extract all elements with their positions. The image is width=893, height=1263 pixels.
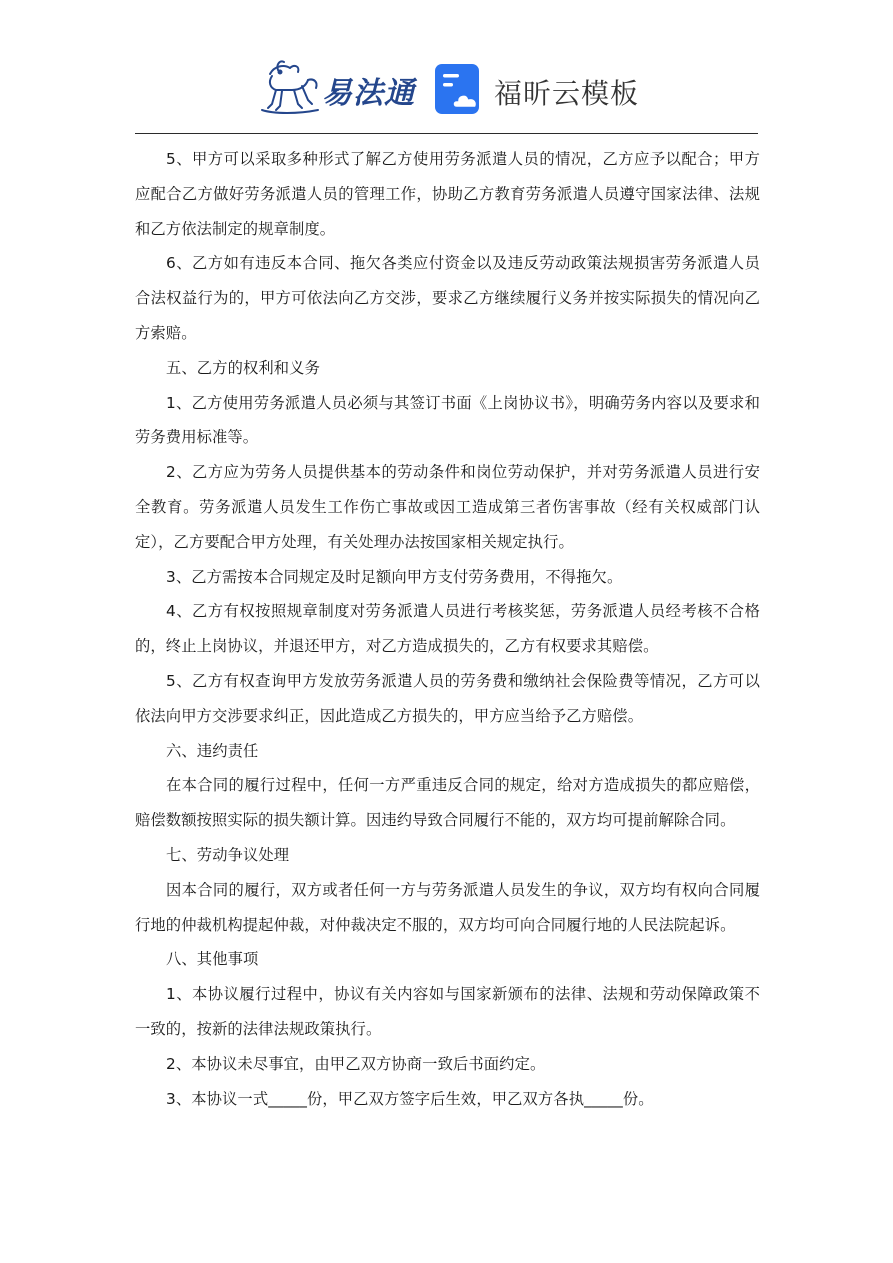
clause-7-body: 因本合同的履行，双方或者任何一方与劳务派遣人员发生的争议，双方均有权向合同履行地的仲裁机构提起仲裁，对仲裁决定不服的，双方均可向合同履行地的人民法院起诉。: [135, 880, 760, 934]
section-heading-5: 五、乙方的权利和义务: [166, 358, 320, 377]
clause-8-2: 2、本协议未尽事宜，由甲乙双方协商一致后书面约定。: [166, 1054, 546, 1073]
section-heading-6: 六、违约责任: [166, 741, 259, 760]
document-cloud-icon: [433, 62, 485, 116]
clause-8-3: 3、本协议一式_____份，甲乙双方签字后生效，甲乙双方各执_____份。: [166, 1089, 654, 1108]
clause-5-4: 4、乙方有权按照规章制度对劳务派遣人员进行考核奖惩，劳务派遣人员经考核不合格的，终止上岗协议，并退还甲方，对乙方造成损失的，乙方有权要求其赔偿。: [135, 602, 760, 656]
clause-4-6: 6、乙方如有违反本合同、拖欠各类应付资金以及违反劳动政策法规损害劳务派遣人员合法权益行为的，甲方可依法向乙方交涉，要求乙方继续履行义务并按实际损失的情况向乙方索赔。: [135, 254, 760, 342]
header-divider: [135, 133, 758, 134]
clause-6-body: 在本合同的履行过程中，任何一方严重违反合同的规定，给对方造成损失的都应赔偿，赔偿数额按照实际的损失额计算。因违约导致合同履行不能的，双方均可提前解除合同。: [135, 776, 760, 830]
page-header: [0, 0, 893, 135]
clause-5-1: 1、乙方使用劳务派遣人员必须与其签订书面《上岗协议书》，明确劳务内容以及要求和劳务费用标准等。: [135, 393, 760, 447]
fuxin-cloud-template-logo: [433, 62, 643, 118]
clause-4-5: 5、甲方可以采取多种形式了解乙方使用劳务派遣人员的情况，乙方应予以配合；甲方应配合乙方做好劳务派遣人员的管理工作，协助乙方教育劳务派遣人员遵守国家法律、法规和乙方依法制定的规章制度。: [135, 150, 760, 238]
clause-5-2: 2、乙方应为劳务人员提供基本的劳动条件和岗位劳动保护，并对劳务派遣人员进行安全教育。劳务派遣人员发生工作伤亡事故或因工造成第三者伤害事故（经有关权威部门认定），乙方要配合甲方处理，有关处理办法按国家相关规定执行。: [135, 463, 760, 551]
clause-5-3: 3、乙方需按本合同规定及时足额向甲方支付劳务费用，不得拖欠。: [166, 567, 623, 586]
document-body: [135, 142, 760, 1116]
fuxin-cloud-template-logo-text: 福昕云模板: [494, 77, 640, 110]
clause-5-5: 5、乙方有权查询甲方发放劳务派遣人员的劳务费和缴纳社会保险费等情况，乙方可以依法向甲方交涉要求纠正，因此造成乙方损失的，甲方应当给予乙方赔偿。: [135, 671, 760, 725]
yifatong-logo-text: 易法通: [322, 76, 415, 111]
section-heading-7: 七、劳动争议处理: [166, 845, 290, 864]
yifatong-logo: [258, 58, 416, 120]
clause-8-1: 1、本协议履行过程中，协议有关内容如与国家新颁布的法律、法规和劳动保障政策不一致的，按新的法律法规政策执行。: [135, 985, 760, 1038]
section-heading-8: 八、其他事项: [166, 950, 259, 969]
qilin-icon: [258, 58, 322, 120]
